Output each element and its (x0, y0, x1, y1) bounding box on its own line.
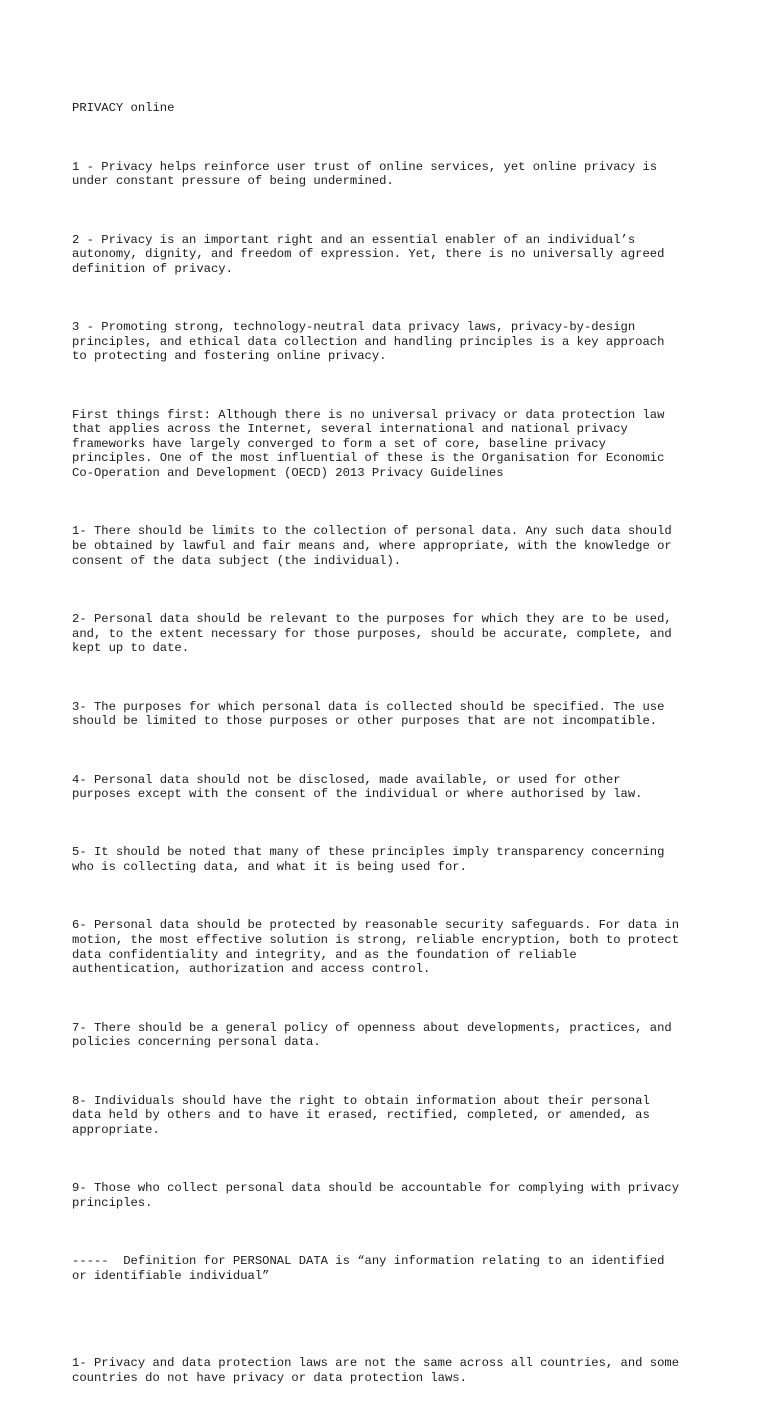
document-title: PRIVACY online (72, 101, 175, 116)
paragraph: 3 - Promoting strong, technology-neutral data privacy laws, privacy-by-design principles, and ethical data collection and handling principles is a key approach to protecting and fostering online privacy. (72, 320, 665, 364)
paragraph: 1 - Privacy helps reinforce user trust of online services, yet online privacy is under constant pressure of being undermined. (72, 159, 658, 189)
paragraph: 6- Personal data should be protected by reasonable security safeguards. For data in motion, the most effective solution is strong, reliable encryption, both to protect data confidentiality and integrity, and as the foundation of reliable authentication, authorization and access control. (72, 918, 680, 977)
paragraph: 5- It should be noted that many of these principles imply transparency concerning who is collecting data, and what it is being used for. (72, 845, 665, 875)
document-page (72, 72, 712, 1415)
paragraph: 2 - Privacy is an important right and an essential enabler of an individual’s autonomy, dignity, and freedom of expression. Yet, there is no universally agreed definition of privacy. (72, 232, 665, 276)
paragraph: First things first: Although there is no universal privacy or data protection law that applies across the Internet, several international and national privacy frameworks have largely converged to form a set of core, baseline privacy principles. One of the most influential of these is the Organisation for Economic Co-Operation and Development (OECD) 2013 Privacy Guidelines (72, 407, 665, 481)
personal-data-definition: ----- Definition for PERSONAL DATA is “any information relating to an identified or identifiable individual” (72, 1254, 665, 1283)
paragraph: 2- Personal data should be relevant to the purposes for which they are to be used, and, to the extent necessary for those purposes, should be accurate, complete, and kept up to date. (72, 611, 672, 656)
paragraph: 8- Individuals should have the right to obtain information about their personal data held by others and to have it erased, rectified, completed, or amended, as appropriate. (72, 1093, 650, 1137)
paragraph: 3- The purposes for which personal data is collected should be specified. The use should be limited to those purposes or other purposes that are not incompatible. (72, 699, 665, 729)
paragraph: 4- Personal data should not be disclosed, made available, or used for other purposes except with the consent of the individual or where authorised by law. (72, 772, 643, 802)
paragraph: 1- Privacy and data protection laws are not the same across all countries, and some countries do not have privacy or data protection laws. (72, 1356, 680, 1385)
paragraph: 9- Those who collect personal data should be accountable for complying with privacy principles. (72, 1181, 680, 1210)
paragraph: 7- There should be a general policy of openness about developments, practices, and policies concerning personal data. (72, 1020, 672, 1050)
paragraph: 1- There should be limits to the collection of personal data. Any such data should be obtained by lawful and fair means and, where appropriate, with the knowledge or consent of the data subject (the individual). (72, 524, 672, 568)
